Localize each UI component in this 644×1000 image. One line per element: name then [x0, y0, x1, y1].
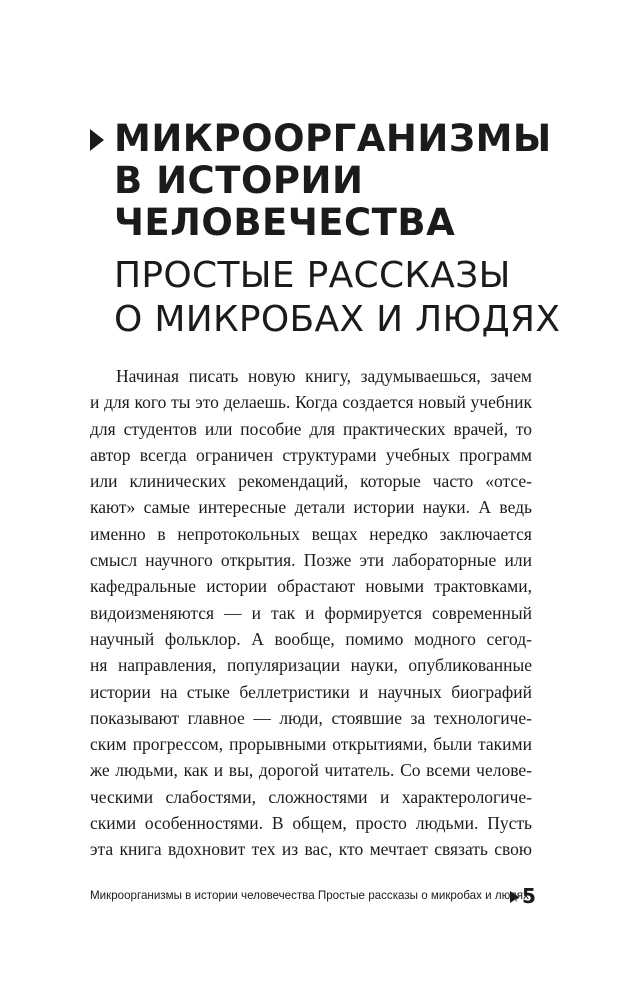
heading-text-3: ЧЕЛОВЕЧЕСТВА: [114, 201, 456, 244]
triangle-right-icon: [90, 129, 104, 151]
body-line: и для кого ты это делаешь. Когда создается новый учебник: [90, 392, 532, 413]
body-line: ня направления, популяризации науки, опубликованные: [90, 655, 532, 676]
body-line: показывают главное — люди, стоявшие за технологиче-: [90, 707, 532, 728]
heading-line-1: [90, 118, 610, 160]
triangle-right-icon: [510, 891, 519, 903]
chapter-heading: [90, 118, 610, 244]
heading-line-2: [90, 160, 610, 202]
heading-line-3: [90, 202, 610, 244]
page-footer: [90, 886, 560, 908]
body-line: смысл научного открытия. Позже эти лабораторные или: [90, 550, 532, 571]
chapter-subheading: [114, 254, 614, 342]
subheading-line-2: О МИКРОБАХ И ЛЮДЯХ: [114, 299, 561, 340]
heading-text-2: В ИСТОРИИ: [114, 159, 364, 202]
page-number: 5: [522, 884, 536, 908]
body-line: для студентов или пособие для практических врачей, то: [90, 418, 532, 439]
body-line: же людьми, как и вы, дорогой читатель. Со всеми челове-: [90, 760, 532, 781]
body-line: научный фольклор. А вообще, помимо модного сегод-: [90, 628, 532, 649]
body-line: автор всегда ограничен структурами учебных программ: [90, 444, 532, 465]
body-line: или клинических рекомендаций, которые часто «отсе-: [90, 471, 532, 492]
body-line: кафедральные истории обрастают новыми трактовками,: [90, 576, 532, 597]
body-line: именно в непротокольных вещах нередко заключается: [90, 523, 532, 544]
heading-text-1: МИКРООРГАНИЗМЫ: [114, 117, 552, 160]
body-line: кают» самые интересные детали истории науки. А ведь: [90, 497, 532, 518]
body-paragraph: [90, 363, 532, 863]
body-line: Начиная писать новую книгу, задумываешься, зачем: [116, 366, 532, 386]
running-title: Микроорганизмы в истории человечества Простые рассказы о микробах и людях: [90, 889, 529, 902]
body-line: ским прогрессом, прорывными открытиями, были такими: [90, 734, 532, 755]
subheading-line-1: ПРОСТЫЕ РАССКАЗЫ: [114, 255, 511, 296]
body-line: скими особенностями. В общем, просто людьми. Пусть: [90, 813, 532, 834]
body-line: эта книга вдохновит тех из вас, кто мечтает связать свою: [90, 839, 532, 860]
body-line: ческими слабостями, сложностями и характерологиче-: [90, 786, 532, 807]
body-line: истории на стыке беллетристики и научных биографий: [90, 681, 532, 702]
body-line: видоизменяются — и так и формируется современный: [90, 602, 532, 623]
